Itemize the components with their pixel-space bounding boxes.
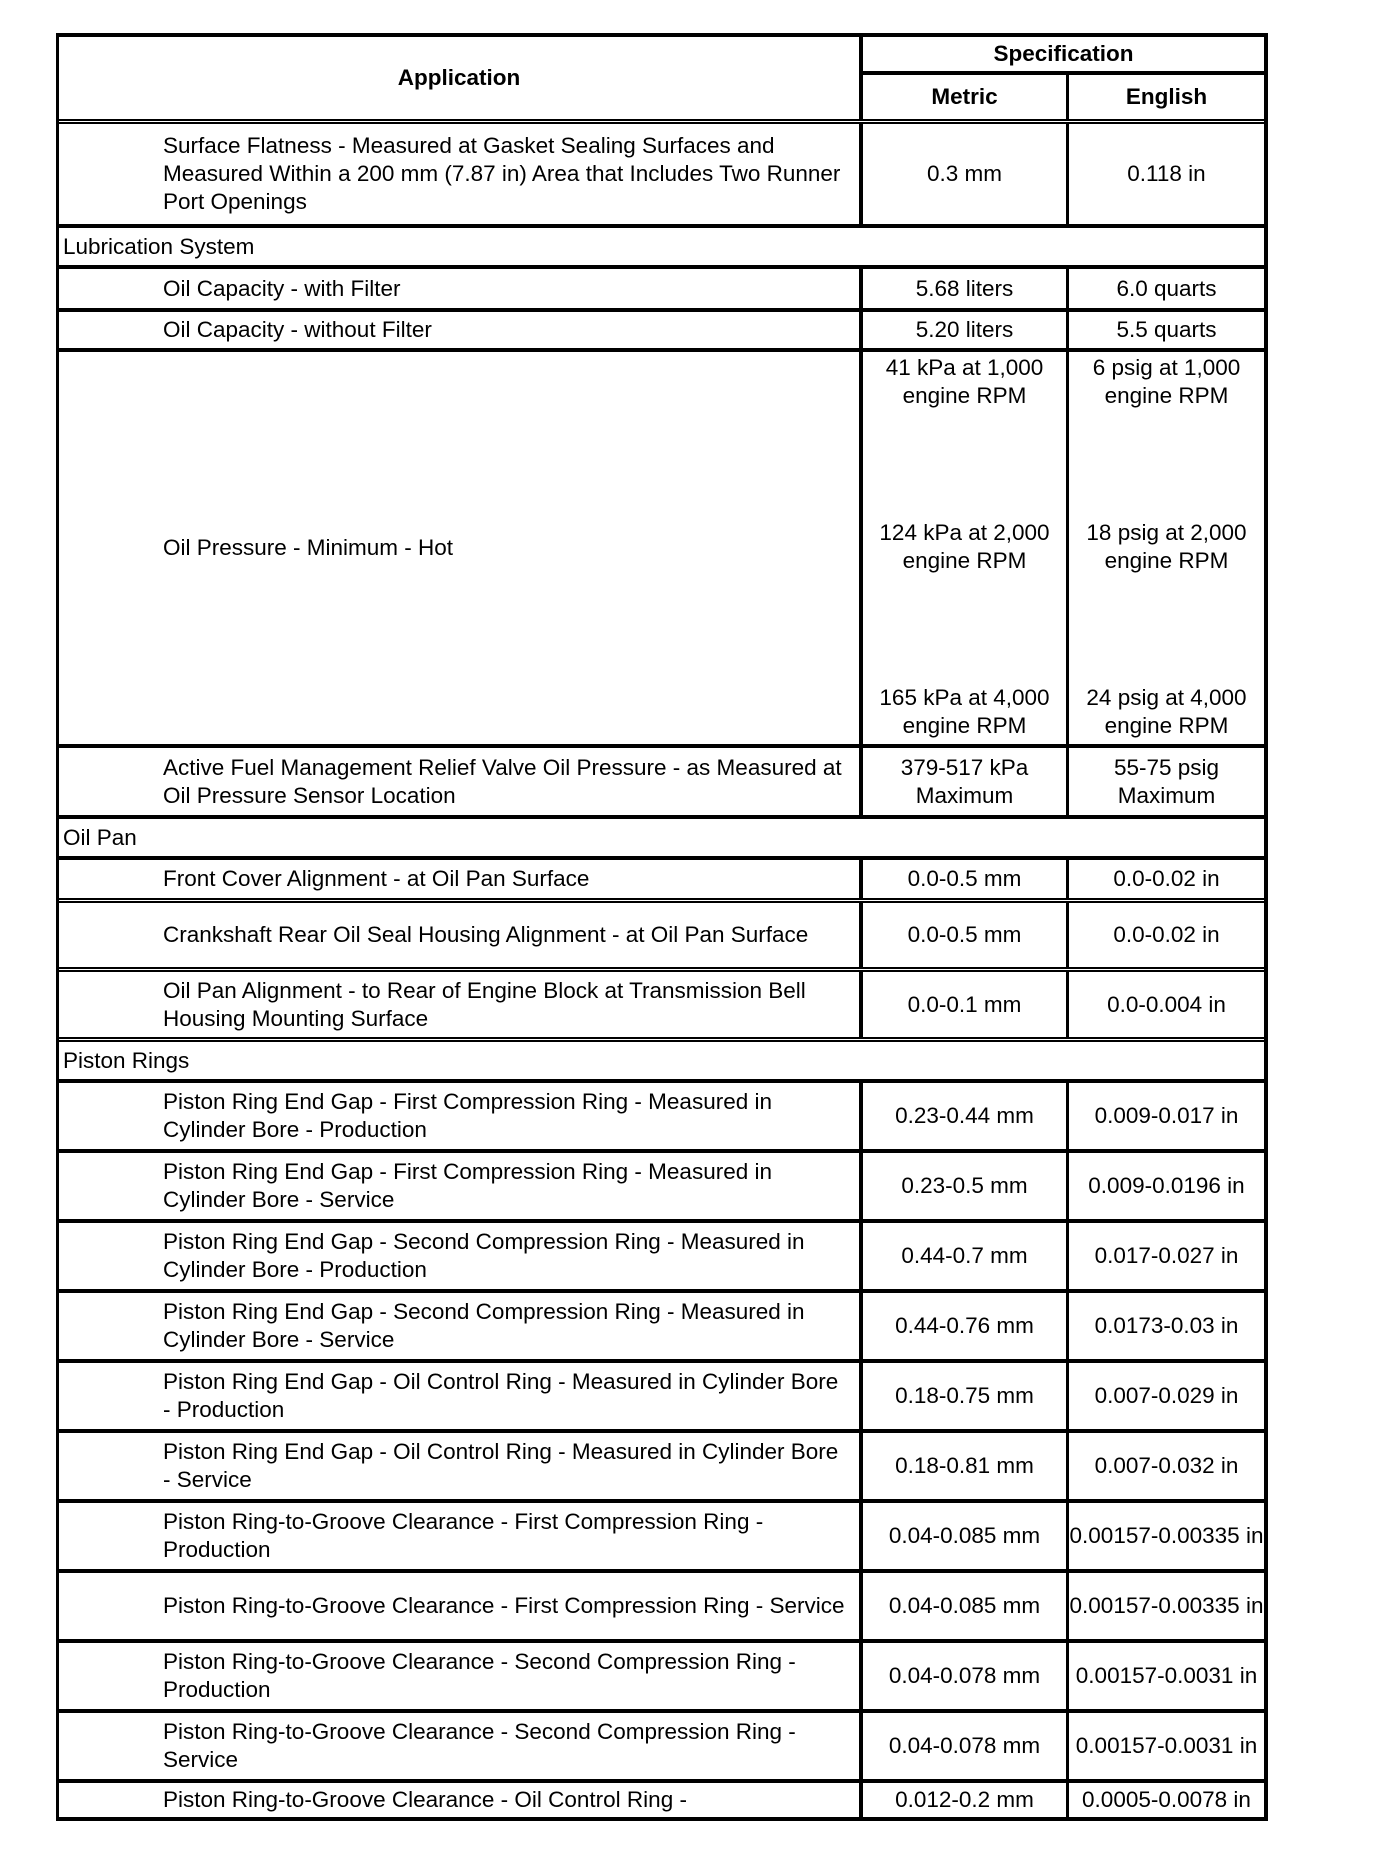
header-specification-group	[863, 37, 1264, 119]
table-row	[59, 1709, 1264, 1779]
header-metric: Metric	[863, 75, 1069, 119]
application-cell: Piston Ring End Gap - First Compression Ring - Measured in Cylinder Bore - Service	[59, 1153, 863, 1219]
application-cell: Oil Capacity - with Filter	[59, 269, 863, 308]
metric-cell: 0.0-0.1 mm	[863, 972, 1069, 1037]
table-row	[59, 856, 1264, 898]
metric-cell: 0.04-0.078 mm	[863, 1713, 1069, 1779]
english-cell: 0.0173-0.03 in	[1094, 1313, 1239, 1338]
header-application: Application	[59, 37, 863, 119]
application-cell: Piston Ring-to-Groove Clearance - Second Compression Ring - Production	[59, 1643, 863, 1709]
application-cell: Piston Ring-to-Groove Clearance - First Compression Ring - Service	[59, 1573, 863, 1639]
section-row-piston-rings	[59, 1037, 1264, 1079]
english-cell: 0.017-0.027 in	[1094, 1243, 1239, 1268]
application-cell: Oil Pressure - Minimum - Hot	[59, 352, 863, 744]
english-cell: 0.009-0.017 in	[1094, 1103, 1239, 1128]
application-cell: Oil Pan Alignment - to Rear of Engine Block at Transmission Bell Housing Mounting Surface	[59, 972, 863, 1037]
application-cell: Piston Ring End Gap - Second Compression Ring - Measured in Cylinder Bore - Service	[59, 1293, 863, 1359]
table-row	[59, 1289, 1264, 1359]
metric-cell: 0.44-0.7 mm	[863, 1223, 1069, 1289]
metric-cell: 0.04-0.078 mm	[863, 1643, 1069, 1709]
table-row	[59, 308, 1264, 348]
application-cell: Piston Ring End Gap - Oil Control Ring - Measured in Cylinder Bore - Production	[59, 1363, 863, 1429]
english-cell: 0.00157-0.00335 in	[1069, 1593, 1264, 1618]
english-cell: 0.009-0.0196 in	[1088, 1173, 1245, 1198]
english-cell: 0.0005-0.0078 in	[1082, 1787, 1251, 1812]
metric-cell: 0.04-0.085 mm	[863, 1573, 1069, 1639]
table-row	[59, 967, 1264, 1037]
english-cell: 0.0-0.02 in	[1113, 922, 1220, 947]
english-cell	[1069, 352, 1264, 744]
table-row	[59, 1429, 1264, 1499]
english-cell: 0.00157-0.0031 in	[1075, 1733, 1258, 1758]
table-row	[59, 1569, 1264, 1639]
english-cell: 0.007-0.029 in	[1094, 1383, 1239, 1408]
table-row	[59, 898, 1264, 967]
header-english: English	[1125, 84, 1208, 109]
application-cell: Piston Ring-to-Groove Clearance - Oil Control Ring -	[59, 1783, 863, 1817]
application-cell: Piston Ring-to-Groove Clearance - Second Compression Ring - Service	[59, 1713, 863, 1779]
english-cell: 0.118 in	[1127, 161, 1206, 186]
metric-cell: 0.44-0.76 mm	[863, 1293, 1069, 1359]
header-specification: Specification	[863, 37, 1264, 75]
application-cell: Front Cover Alignment - at Oil Pan Surface	[59, 860, 863, 898]
application-cell: Surface Flatness - Measured at Gasket Sealing Surfaces and Measured Within a 200 mm (7.87 in) Area that Includes Two Runner Port Openings	[59, 124, 863, 224]
table-row	[59, 265, 1264, 308]
english-cell: 5.5 quarts	[1116, 317, 1217, 342]
english-line: 6 psig at 1,000 engine RPM	[1092, 355, 1241, 408]
english-cell: 0.00157-0.0031 in	[1075, 1663, 1258, 1688]
section-label: Oil Pan	[63, 824, 137, 850]
english-line: 24 psig at 4,000 engine RPM	[1086, 685, 1247, 738]
table-row	[59, 1639, 1264, 1709]
table-row	[59, 1779, 1264, 1817]
metric-cell: 0.0-0.5 mm	[863, 903, 1069, 967]
table-row	[59, 1149, 1264, 1219]
table-header	[59, 37, 1264, 124]
english-cell: 0.0-0.004 in	[1107, 991, 1226, 1017]
metric-cell: 0.18-0.75 mm	[863, 1363, 1069, 1429]
metric-line: 165 kPa at 4,000 engine RPM	[879, 685, 1050, 738]
english-cell: 0.00157-0.00335 in	[1069, 1523, 1264, 1548]
metric-cell: 0.3 mm	[863, 124, 1069, 224]
application-cell: Piston Ring End Gap - Oil Control Ring - Measured in Cylinder Bore - Service	[59, 1433, 863, 1499]
table-row	[59, 1079, 1264, 1149]
english-cell: 6.0 quarts	[1116, 275, 1217, 301]
section-label: Piston Rings	[63, 1047, 190, 1073]
table-row	[59, 1359, 1264, 1429]
metric-cell: 0.04-0.085 mm	[863, 1503, 1069, 1569]
metric-cell: 0.012-0.2 mm	[863, 1783, 1069, 1817]
table-row	[59, 124, 1264, 224]
metric-cell: 0.23-0.5 mm	[863, 1153, 1069, 1219]
header-units	[863, 75, 1264, 119]
section-row-lubrication-system	[59, 224, 1264, 265]
english-cell: 55-75 psig Maximum	[1113, 754, 1220, 808]
table-row-oil-pressure	[59, 348, 1264, 744]
section-label: Lubrication System	[63, 233, 255, 259]
metric-cell: 379-517 kPa Maximum	[863, 748, 1069, 815]
metric-line: 41 kPa at 1,000 engine RPM	[885, 355, 1044, 408]
table-row	[59, 1219, 1264, 1289]
application-cell: Crankshaft Rear Oil Seal Housing Alignment - at Oil Pan Surface	[59, 903, 863, 967]
application-cell: Active Fuel Management Relief Valve Oil Pressure - as Measured at Oil Pressure Sensor Location	[59, 748, 863, 815]
application-cell: Piston Ring-to-Groove Clearance - First Compression Ring - Production	[59, 1503, 863, 1569]
english-line: 18 psig at 2,000 engine RPM	[1086, 520, 1247, 573]
table-row	[59, 1499, 1264, 1569]
english-cell: 0.007-0.032 in	[1094, 1453, 1239, 1478]
metric-cell: 0.0-0.5 mm	[863, 860, 1069, 898]
metric-cell: 0.23-0.44 mm	[863, 1083, 1069, 1149]
metric-cell: 0.18-0.81 mm	[863, 1433, 1069, 1499]
metric-line: 124 kPa at 2,000 engine RPM	[879, 520, 1050, 573]
english-cell: 0.0-0.02 in	[1113, 866, 1220, 891]
section-row-oil-pan	[59, 815, 1264, 856]
metric-cell: 5.20 liters	[863, 312, 1069, 348]
metric-cell: 5.68 liters	[863, 269, 1069, 308]
application-cell: Oil Capacity - without Filter	[59, 312, 863, 348]
table-row	[59, 744, 1264, 815]
application-cell: Piston Ring End Gap - First Compression Ring - Measured in Cylinder Bore - Production	[59, 1083, 863, 1149]
specification-table	[56, 33, 1268, 1821]
application-cell: Piston Ring End Gap - Second Compression Ring - Measured in Cylinder Bore - Production	[59, 1223, 863, 1289]
metric-cell	[863, 352, 1069, 744]
